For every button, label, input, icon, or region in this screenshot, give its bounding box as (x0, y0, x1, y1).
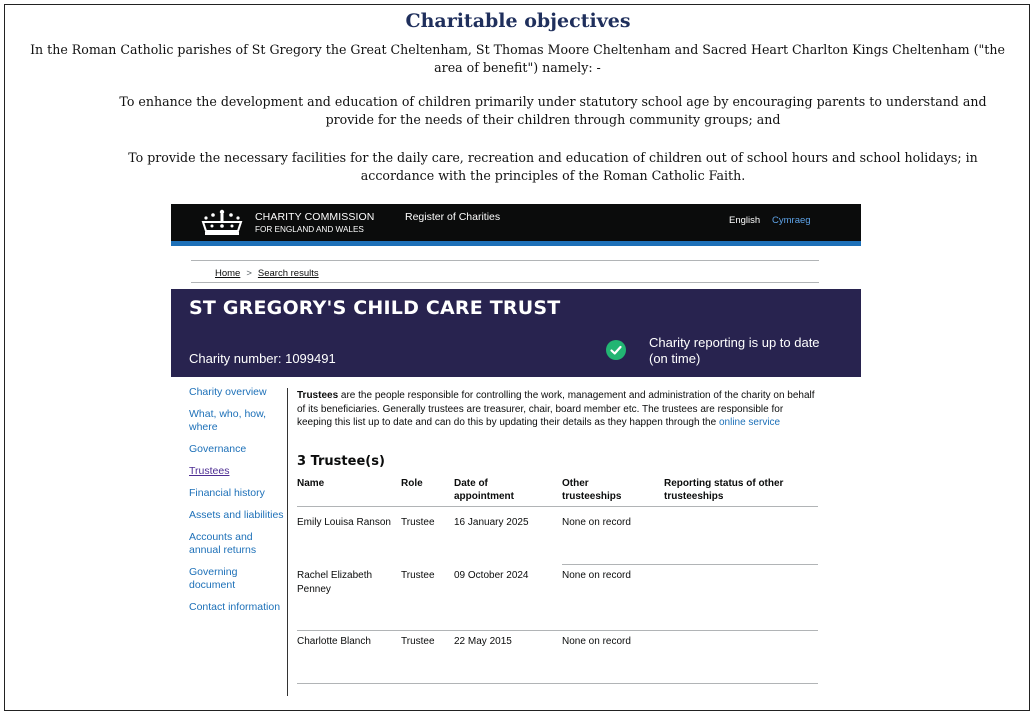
charity-number: Charity number: 1099491 (189, 351, 336, 366)
charity-name: ST GREGORY'S CHILD CARE TRUST (189, 297, 561, 319)
charity-banner (171, 289, 861, 377)
trustee-appointment-date: 09 October 2024 (454, 570, 529, 581)
org-name-line2: FOR ENGLAND AND WALES (255, 225, 364, 234)
nav-charity-overview[interactable]: Charity overview (189, 386, 267, 398)
trustee-other-trusteeships: None on record (562, 570, 631, 581)
objective-2: To provide the necessary facilities for the daily care, recreation and education of children out of school hours and school holidays; in accordance with the principles of the Roman Catholic Faith. (128, 150, 978, 183)
nav-financial-history[interactable]: Financial history (189, 487, 265, 499)
breadcrumb (215, 268, 319, 279)
trustees-intro (297, 389, 817, 430)
crown-icon[interactable] (199, 209, 245, 237)
language-english[interactable]: English (729, 215, 761, 226)
side-nav (189, 386, 285, 623)
breadcrumb-separator: > (246, 268, 252, 279)
column-header-date: Date of appointment (454, 478, 514, 502)
nav-governance[interactable]: Governance (189, 443, 247, 455)
nav-contact-information[interactable]: Contact information (189, 601, 281, 613)
header-accent-bar (171, 241, 861, 246)
register-link[interactable]: Register of Charities (405, 211, 501, 223)
intro-text: are the people responsible for controlling the work, management and administration of the charity on behalf of its beneficiaries. Generally trustees are treasurer, chair, board member etc. The trustees are responsible for keeping this list up to date and can do this by updating their details as they happen through the (297, 390, 815, 428)
trustee-name: Rachel Elizabeth Penney (297, 570, 373, 595)
column-header-name: Name (297, 478, 325, 489)
trustee-appointment-date: 16 January 2025 (454, 517, 529, 528)
trustee-other-trusteeships: None on record (562, 517, 631, 528)
trustees-section (297, 389, 817, 647)
row-divider (297, 630, 818, 631)
column-header-other-trusteeships: Other trusteeships (562, 478, 622, 502)
document-title: Charitable objectives (405, 10, 631, 32)
reporting-status: Charity reporting is up to date (on time) (649, 335, 820, 366)
language-welsh-link[interactable]: Cymraeg (772, 215, 811, 226)
objective-1: To enhance the development and education of children primarily under statutory school age by encouraging parents to understand and provide for the needs of their children through community groups; and (119, 94, 987, 127)
trustee-name: Emily Louisa Ranson (297, 517, 391, 528)
trustee-other-trusteeships: None on record (562, 636, 631, 647)
trustee-role: Trustee (401, 570, 435, 581)
check-circle-icon (606, 340, 626, 360)
row-divider (297, 683, 818, 684)
column-header-reporting-status: Reporting status of other trusteeships (664, 478, 784, 502)
online-service-link[interactable]: online service (718, 417, 781, 428)
trustee-count-heading: 3 Trustee(s) (297, 454, 385, 469)
breadcrumb-search-results-link[interactable]: Search results (257, 268, 319, 279)
column-header-role: Role (401, 478, 423, 489)
row-divider (562, 564, 818, 565)
charity-register-screenshot (171, 204, 861, 700)
trustee-role: Trustee (401, 517, 435, 528)
trustee-role: Trustee (401, 636, 435, 647)
breadcrumb-home-link[interactable]: Home (215, 268, 241, 279)
site-header (171, 204, 861, 241)
nav-what-who-how-where[interactable]: What, who, how, where (189, 408, 267, 433)
nav-assets-and-liabilities[interactable]: Assets and liabilities (189, 509, 284, 521)
nav-trustees[interactable]: Trustees (189, 465, 230, 477)
nav-accounts-and-annual-returns[interactable]: Accounts and annual returns (189, 531, 257, 556)
nav-divider (287, 388, 288, 696)
nav-governing-document[interactable]: Governing document (189, 566, 238, 591)
objective-intro: In the Roman Catholic parishes of St Gregory the Great Cheltenham, St Thomas Moore Cheltenham and Sacred Heart Charlton Kings Cheltenham ("the area of benefit") namely: - (30, 42, 1005, 75)
divider (191, 260, 819, 261)
trustee-appointment-date: 22 May 2015 (454, 636, 512, 647)
trustee-name: Charlotte Blanch (297, 636, 371, 647)
org-name-line1: CHARITY COMMISSION (255, 211, 375, 223)
intro-bold: Trustees (297, 390, 339, 401)
table-header-rule (297, 506, 818, 507)
divider (191, 282, 819, 283)
organisation-name[interactable] (255, 211, 374, 235)
